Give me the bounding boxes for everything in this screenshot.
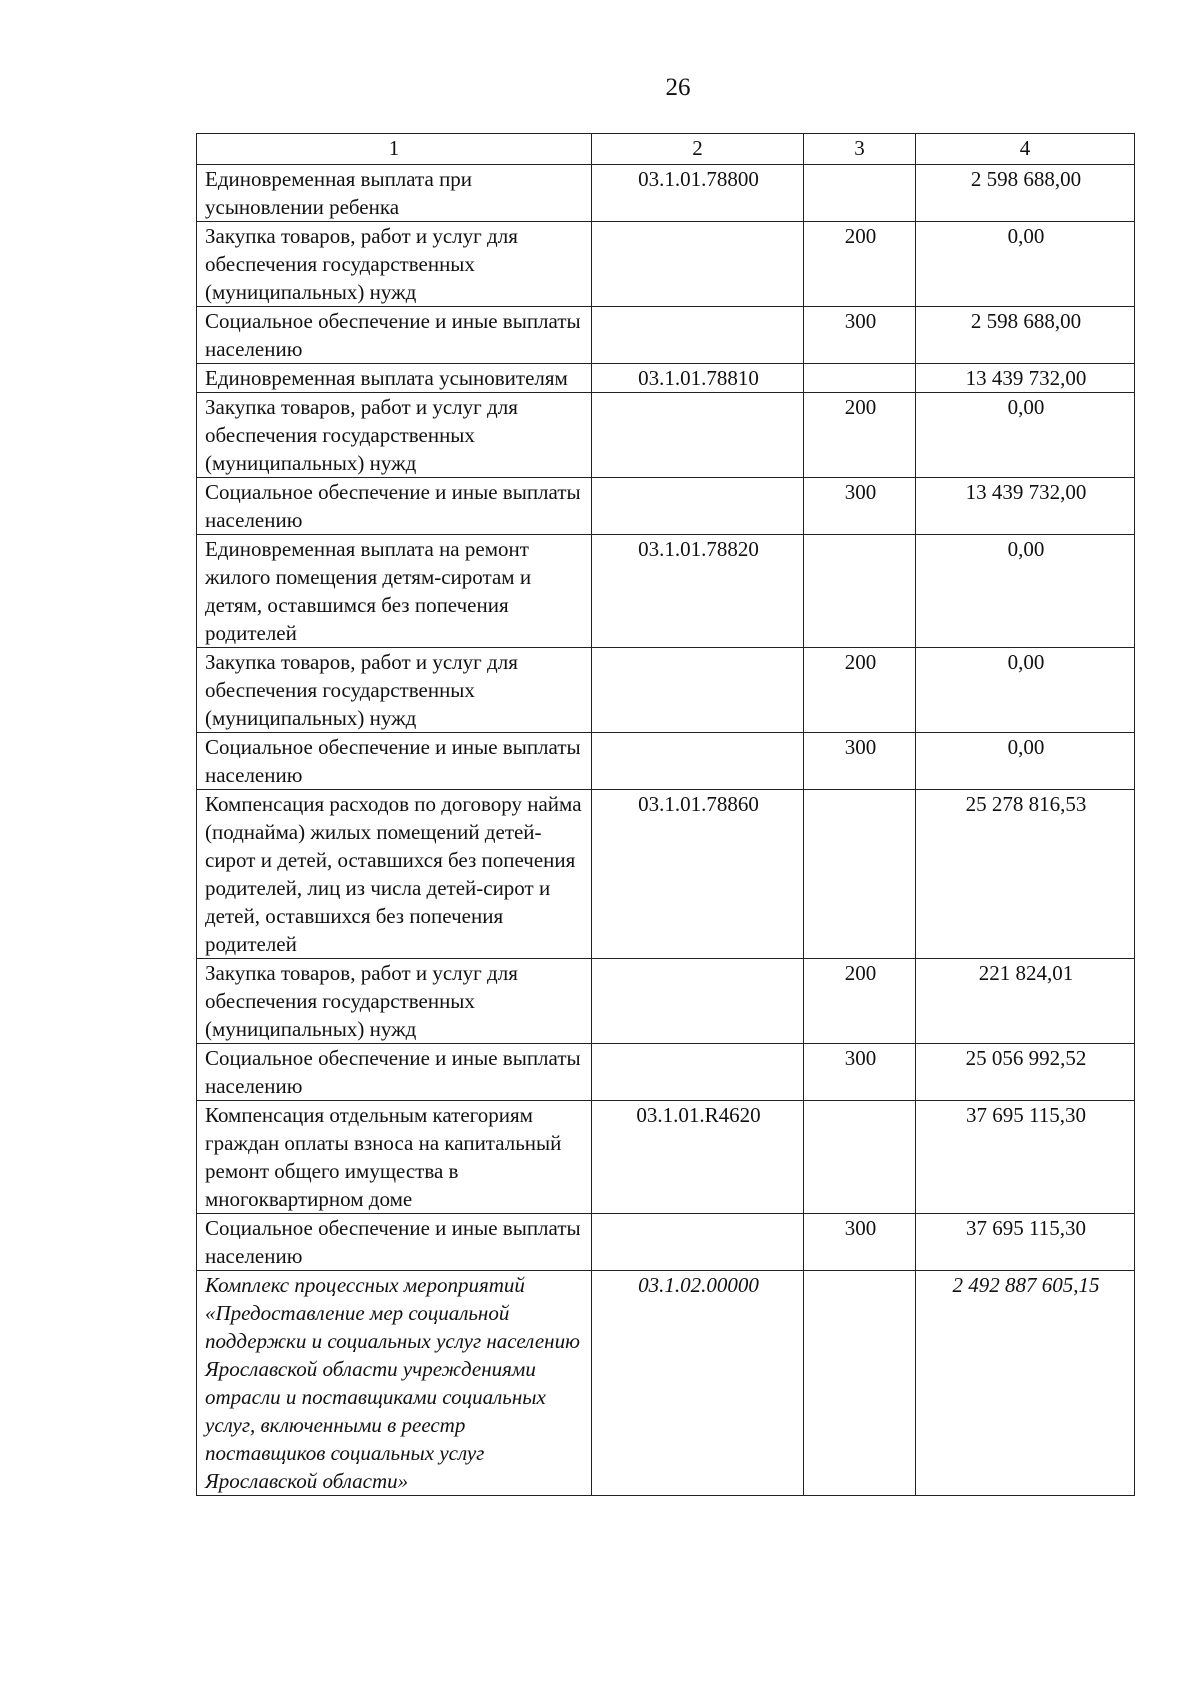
row-amount-cell: 13 439 732,00 xyxy=(916,478,1135,535)
row-code-cell xyxy=(592,1044,804,1101)
row-amount-cell: 2 598 688,00 xyxy=(916,165,1135,222)
table-row xyxy=(197,478,1135,535)
column-header: 2 xyxy=(592,134,804,165)
row-code-cell: 03.1.01.78820 xyxy=(592,535,804,648)
row-type-cell xyxy=(804,790,916,959)
row-name-cell: Социальное обеспечение и иные выплаты населению xyxy=(197,733,592,790)
row-code-cell xyxy=(592,959,804,1044)
row-amount-cell: 0,00 xyxy=(916,222,1135,307)
row-name-cell: Закупка товаров, работ и услуг для обеспечения государственных (муниципальных) нужд xyxy=(197,648,592,733)
table-row xyxy=(197,1044,1135,1101)
row-code-cell xyxy=(592,648,804,733)
column-header: 1 xyxy=(197,134,592,165)
row-name-cell: Единовременная выплата при усыновлении ребенка xyxy=(197,165,592,222)
row-type-cell xyxy=(804,1271,916,1496)
row-amount-cell: 0,00 xyxy=(916,393,1135,478)
row-name-cell: Закупка товаров, работ и услуг для обеспечения государственных (муниципальных) нужд xyxy=(197,393,592,478)
row-amount-cell: 0,00 xyxy=(916,648,1135,733)
table-row xyxy=(197,790,1135,959)
table-row xyxy=(197,1101,1135,1214)
row-name-cell: Компенсация расходов по договору найма (поднайма) жилых помещений детей-сирот и детей, оставшихся без попечения родителей, лиц из числа детей-сирот и детей, оставшихся без попечения родителей xyxy=(197,790,592,959)
row-type-cell: 200 xyxy=(804,393,916,478)
table-row xyxy=(197,393,1135,478)
table-row xyxy=(197,733,1135,790)
row-amount-cell: 2 492 887 605,15 xyxy=(916,1271,1135,1496)
row-type-cell: 300 xyxy=(804,307,916,364)
row-code-cell: 03.1.01.78800 xyxy=(592,165,804,222)
row-type-cell xyxy=(804,165,916,222)
row-name-cell: Социальное обеспечение и иные выплаты населению xyxy=(197,478,592,535)
row-code-cell: 03.1.01.78860 xyxy=(592,790,804,959)
table-row xyxy=(197,1271,1135,1496)
table-row xyxy=(197,307,1135,364)
row-amount-cell: 0,00 xyxy=(916,535,1135,648)
table-header-row xyxy=(197,134,1135,165)
row-type-cell: 300 xyxy=(804,478,916,535)
row-name-cell: Социальное обеспечение и иные выплаты населению xyxy=(197,307,592,364)
table-body xyxy=(197,165,1135,1496)
row-code-cell xyxy=(592,733,804,790)
row-code-cell: 03.1.01.R4620 xyxy=(592,1101,804,1214)
row-type-cell: 300 xyxy=(804,1214,916,1271)
table-row xyxy=(197,648,1135,733)
row-code-cell xyxy=(592,307,804,364)
table-row xyxy=(197,165,1135,222)
row-type-cell: 300 xyxy=(804,1044,916,1101)
column-header: 4 xyxy=(916,134,1135,165)
row-code-cell xyxy=(592,393,804,478)
row-amount-cell: 37 695 115,30 xyxy=(916,1214,1135,1271)
row-name-cell: Закупка товаров, работ и услуг для обеспечения государственных (муниципальных) нужд xyxy=(197,222,592,307)
row-amount-cell: 0,00 xyxy=(916,733,1135,790)
row-amount-cell: 13 439 732,00 xyxy=(916,364,1135,393)
row-name-cell: Единовременная выплата на ремонт жилого помещения детям-сиротам и детям, оставшимся без попечения родителей xyxy=(197,535,592,648)
table-row xyxy=(197,364,1135,393)
row-code-cell xyxy=(592,1214,804,1271)
row-type-cell: 300 xyxy=(804,733,916,790)
row-code-cell: 03.1.01.78810 xyxy=(592,364,804,393)
row-name-cell: Социальное обеспечение и иные выплаты населению xyxy=(197,1044,592,1101)
row-amount-cell: 2 598 688,00 xyxy=(916,307,1135,364)
page-number: 26 xyxy=(665,74,691,101)
table-row xyxy=(197,959,1135,1044)
row-name-cell: Закупка товаров, работ и услуг для обеспечения государственных (муниципальных) нужд xyxy=(197,959,592,1044)
row-name-cell: Единовременная выплата усыновителям xyxy=(197,364,592,393)
row-type-cell: 200 xyxy=(804,648,916,733)
row-type-cell: 200 xyxy=(804,222,916,307)
row-type-cell xyxy=(804,1101,916,1214)
row-amount-cell: 37 695 115,30 xyxy=(916,1101,1135,1214)
row-amount-cell: 25 056 992,52 xyxy=(916,1044,1135,1101)
row-amount-cell: 25 278 816,53 xyxy=(916,790,1135,959)
row-name-cell: Комплекс процессных мероприятий «Предоставление мер социальной поддержки и социальных услуг населению Ярославской области учреждениями отрасли и поставщиками социальных услуг, включенными в реестр поставщиков социальных услуг Ярославской области» xyxy=(197,1271,592,1496)
row-code-cell xyxy=(592,222,804,307)
row-code-cell xyxy=(592,478,804,535)
row-type-cell xyxy=(804,535,916,648)
row-code-cell: 03.1.02.00000 xyxy=(592,1271,804,1496)
row-type-cell: 200 xyxy=(804,959,916,1044)
row-name-cell: Социальное обеспечение и иные выплаты населению xyxy=(197,1214,592,1271)
row-name-cell: Компенсация отдельным категориям граждан оплаты взноса на капитальный ремонт общего имущества в многоквартирном доме xyxy=(197,1101,592,1214)
column-header: 3 xyxy=(804,134,916,165)
table-row xyxy=(197,222,1135,307)
table-row xyxy=(197,535,1135,648)
row-amount-cell: 221 824,01 xyxy=(916,959,1135,1044)
row-type-cell xyxy=(804,364,916,393)
budget-table xyxy=(196,133,1135,1496)
table-row xyxy=(197,1214,1135,1271)
